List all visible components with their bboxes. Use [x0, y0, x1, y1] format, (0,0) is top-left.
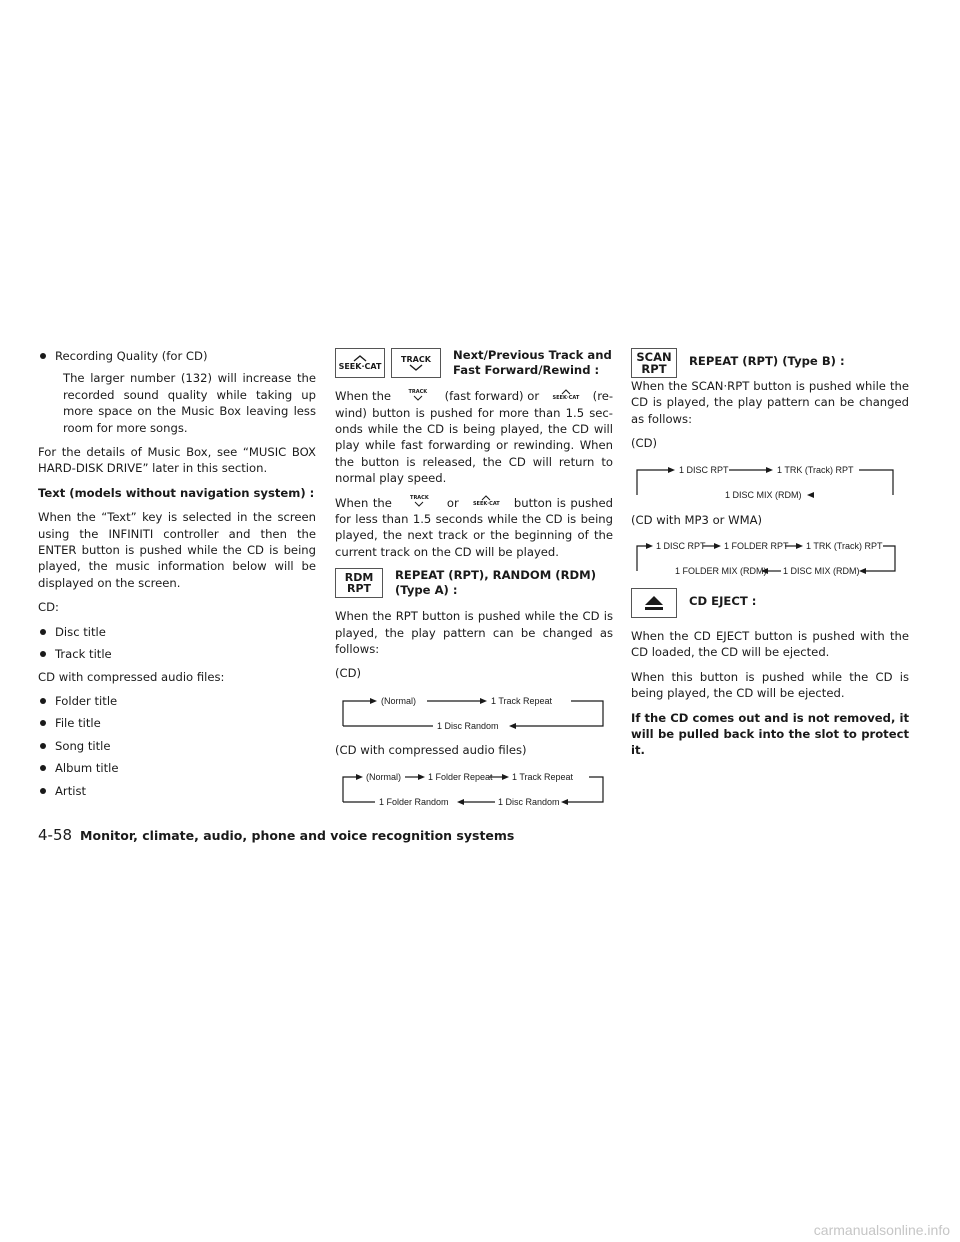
diagram-disc-random: 1 Disc Random — [498, 797, 560, 807]
repeat-type-b-header — [631, 348, 909, 378]
ff-text-a: When the — [335, 389, 392, 403]
column-right — [631, 348, 909, 767]
text-description: When the “Text” key is selected in the screen using the INFINITI controller and then the ENTER button is pushed while the CD is being played, the music information below will be displayed on the screen. — [38, 510, 316, 590]
eject-description-1: When the CD EJECT button is pushed with the CD loaded, the CD will be ejected. — [631, 629, 909, 660]
fast-forward-description — [335, 388, 613, 487]
eject-button-illustration — [631, 588, 677, 618]
chevron-down-icon — [414, 501, 424, 507]
music-box-reference: For the details of Music Box, see “MUSIC BOX HARD-DISK DRIVE” later in this section. — [38, 445, 316, 476]
eject-icon — [644, 595, 664, 611]
chevron-down-icon — [409, 364, 423, 371]
track-inline-icon — [398, 389, 438, 405]
list-item — [38, 348, 316, 364]
diagram-disc-mix: 1 DISC MIX (RDM) — [725, 489, 802, 500]
rpt-label: RPT — [641, 362, 667, 376]
bullet-dot — [40, 720, 46, 726]
scan-label: SCAN — [636, 350, 672, 364]
rdm-label: RDM — [344, 571, 374, 585]
track-inline-label: TRACK — [408, 388, 428, 395]
cd-item-disc-title: Disc title — [55, 624, 106, 639]
seek-cat-inline-icon — [546, 389, 586, 405]
repeat-type-b-description: When the SCAN·RPT button is pushed while the CD is played, the play pattern can be changed as follows: — [631, 379, 909, 426]
seek-cat-button-illustration — [335, 348, 385, 378]
compressed-item-file-title: File title — [55, 716, 101, 731]
diagram-folder-mix: 1 FOLDER MIX (RDM) — [675, 566, 767, 577]
list-item — [38, 646, 316, 662]
section-title: Monitor, climate, audio, phone and voice recognition systems — [80, 828, 515, 843]
diagram-disc-random: 1 Disc Random — [437, 720, 499, 730]
scan-rpt-button-illustration — [631, 348, 677, 378]
cd-label: CD: — [38, 600, 59, 615]
list-item — [38, 783, 316, 799]
seek-cat-label: SEEK·CAT — [338, 362, 382, 371]
next-previous-heading-line1: Next/Previous Track and — [453, 348, 612, 362]
page-number: 4-58 — [38, 826, 73, 844]
cd-repeat-cycle-diagram — [335, 690, 607, 730]
watermark: carmanualsonline.info — [813, 1222, 950, 1238]
bullet-dot — [40, 353, 46, 359]
compressed-label: CD with compressed audio files: — [38, 669, 225, 684]
diagram-folder-rpt: 1 FOLDER RPT — [724, 541, 789, 552]
diagram-disc-rpt: 1 DISC RPT — [679, 464, 729, 475]
diagram-folder-repeat: 1 Folder Repeat — [428, 772, 493, 783]
page-footer — [38, 826, 514, 844]
repeat-type-b-heading: REPEAT (RPT) (Type B) : — [689, 354, 845, 368]
eject-warning-note: If the CD comes out and is not removed, it will be pulled back into the slot to protect it. — [631, 710, 909, 758]
list-item — [38, 715, 316, 731]
compressed-diagram-label: (CD with compressed audio files) — [335, 742, 527, 757]
mp3-diagram-label: (CD with MP3 or WMA) — [631, 512, 763, 527]
track-button-illustration — [391, 348, 441, 378]
ff-text-c: (re-wind) button is pushed for more than 1.5 sec-onds while the CD is being played, the CD will play while fast forwarding or rewinding. When the button is released, the CD will return to normal play speed. — [335, 389, 614, 486]
cd-eject-header — [631, 588, 909, 618]
recording-quality-item: Recording Quality (for CD) — [55, 349, 208, 363]
diagram-disc-mix: 1 DISC MIX (RDM) — [783, 566, 860, 577]
diagram-track-repeat: 1 Track Repeat — [491, 695, 553, 706]
list-item — [38, 738, 316, 754]
column-left — [38, 348, 316, 805]
rpt-label: RPT — [346, 582, 372, 596]
cd-type-b-cycle-diagram — [631, 460, 903, 500]
diagram-normal: (Normal) — [366, 772, 401, 783]
next-previous-heading-line2: Fast Forward/Rewind : — [453, 363, 600, 377]
chevron-up-icon — [353, 355, 367, 362]
rdm-rpt-button-illustration — [335, 568, 383, 598]
next-previous-heading — [453, 348, 612, 378]
compressed-item-folder-title: Folder title — [55, 693, 118, 708]
seek-cat-inline-label: SEEK·CAT — [552, 394, 580, 401]
repeat-heading-line2: (Type A) : — [395, 583, 458, 598]
track-inline-icon — [399, 495, 439, 511]
repeat-heading-line1: REPEAT (RPT), RANDOM (RDM) — [395, 568, 596, 583]
nt-text-a: When the — [335, 495, 392, 510]
bullet-dot — [40, 743, 46, 749]
recording-quality-description: The larger number (132) will increase the recorded sound quality while taking up more space on the Music Box leaving less room for more songs. — [63, 371, 316, 435]
cd-eject-heading: CD EJECT : — [689, 594, 757, 609]
repeat-random-heading — [395, 568, 596, 598]
compressed-repeat-cycle-diagram — [335, 766, 607, 806]
diagram-folder-random: 1 Folder Random — [379, 797, 449, 807]
seek-cat-inline-icon — [466, 495, 506, 511]
bullet-dot — [40, 765, 46, 771]
diagram-track-repeat: 1 Track Repeat — [512, 772, 574, 783]
mp3-type-b-cycle-diagram — [631, 536, 903, 576]
cd-diagram-label: (CD) — [631, 436, 658, 451]
repeat-random-header — [335, 568, 613, 598]
track-inline-label: TRACK — [410, 495, 429, 502]
list-item — [38, 693, 316, 709]
bullet-dot — [40, 698, 46, 704]
list-item — [38, 760, 316, 776]
eject-description-2: When this button is pushed while the CD is being played, the CD will be ejected. — [631, 669, 909, 701]
next-track-description — [335, 495, 613, 561]
cd-item-track-title: Track title — [55, 647, 112, 662]
diagram-normal: (Normal) — [381, 695, 416, 706]
compressed-item-album-title: Album title — [55, 761, 119, 776]
next-previous-header — [335, 348, 613, 378]
compressed-item-song-title: Song title — [55, 738, 111, 753]
cd-diagram-label: (CD) — [335, 666, 362, 681]
bullet-dot — [40, 629, 46, 635]
track-label: TRACK — [401, 355, 431, 364]
text-heading: Text (models without navigation system) : — [38, 485, 315, 500]
nt-text-b: or — [446, 495, 459, 510]
compressed-item-artist: Artist — [55, 783, 87, 798]
seek-cat-inline-label: SEEK·CAT — [472, 501, 500, 508]
bullet-dot — [40, 651, 46, 657]
ff-text-b: (fast forward) or — [444, 389, 540, 403]
list-item — [38, 624, 316, 640]
nt-text-c: button is pushed for less than 1.5 seconds while the CD is being played, the next track or the beginning of the current track on the CD will be played. — [335, 495, 614, 559]
diagram-trk-rpt: 1 TRK (Track) RPT — [777, 464, 854, 475]
column-middle — [335, 348, 613, 818]
diagram-trk-rpt: 1 TRK (Track) RPT — [806, 541, 883, 552]
repeat-description: When the RPT button is pushed while the CD is played, the play pattern can be changed as follows: — [335, 609, 613, 657]
chevron-down-icon — [413, 395, 423, 401]
diagram-disc-rpt: 1 DISC RPT — [656, 541, 706, 552]
bullet-dot — [40, 788, 46, 794]
